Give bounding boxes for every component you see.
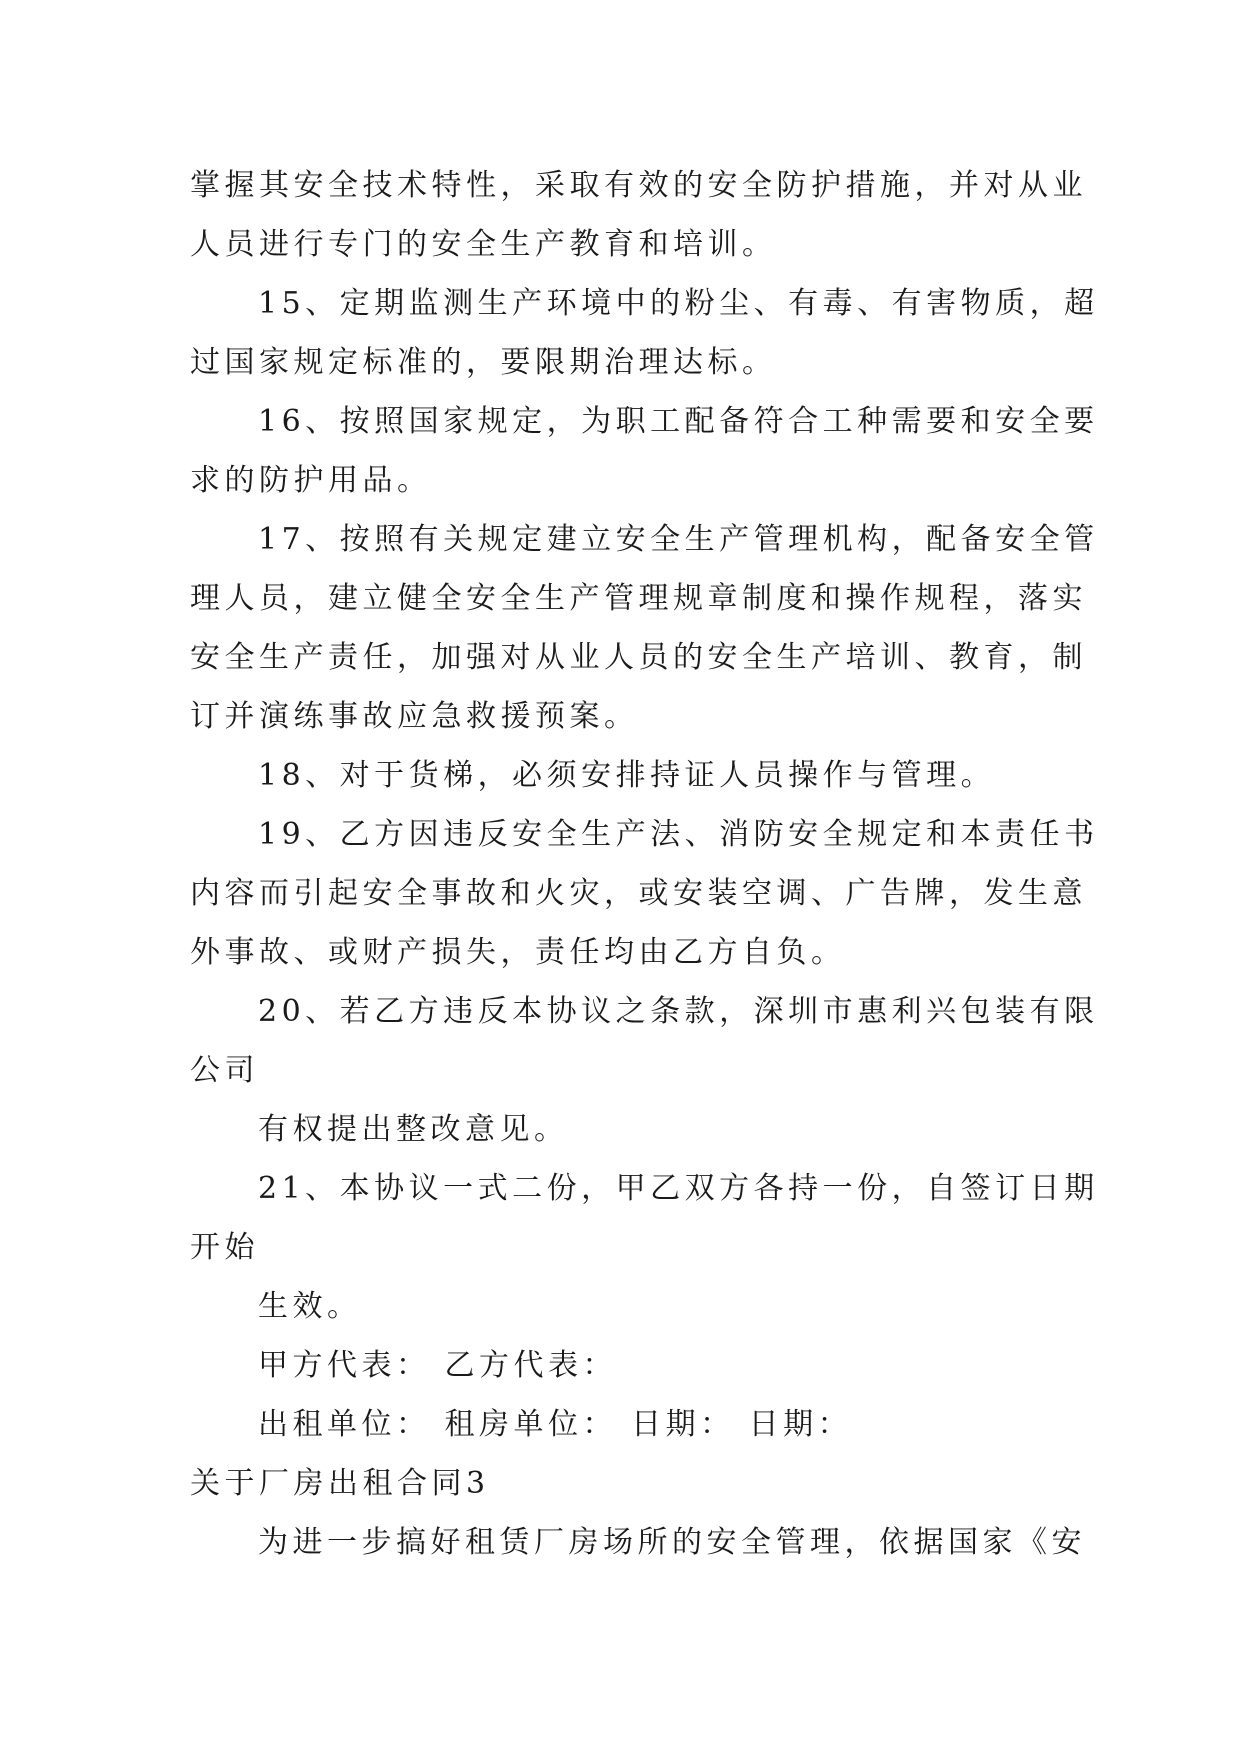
text-line: 为进一步搞好租赁厂房场所的安全管理，依据国家《安 — [258, 1525, 1086, 1560]
text-line: 订并演练事故应急救援预案。 — [190, 699, 639, 734]
clause-20: 20、若乙方违反本协议之条款，深圳市惠利兴包装有限 — [258, 994, 1099, 1029]
text-line: 人员进行专门的安全生产教育和培训。 — [190, 227, 777, 262]
text-line: 安全生产责任，加强对从业人员的安全生产培训、教育，制 — [190, 640, 1087, 675]
clause-16: 16、按照国家规定，为职工配备符合工种需要和安全要 — [258, 404, 1099, 439]
text-line: 求的防护用品。 — [190, 463, 432, 498]
text-line: 过国家规定标准的，要限期治理达标。 — [190, 345, 777, 380]
text-line: 生效。 — [258, 1289, 362, 1324]
text-line: 外事故、或财产损失，责任均由乙方自负。 — [190, 935, 846, 970]
text-line: 理人员，建立健全安全生产管理规章制度和操作规程，落实 — [190, 581, 1087, 616]
section-title: 关于厂房出租合同3 — [190, 1466, 490, 1501]
text-line: 掌握其安全技术特性，采取有效的安全防护措施，并对从业 — [190, 168, 1087, 203]
text-line: 开始 — [190, 1230, 259, 1265]
text-line: 公司 — [190, 1053, 259, 1088]
signature-representatives: 甲方代表： 乙方代表： — [258, 1348, 618, 1383]
text-line: 有权提出整改意见。 — [258, 1112, 569, 1147]
clause-15: 15、定期监测生产环境中的粉尘、有毒、有害物质，超 — [258, 286, 1099, 321]
signature-units-dates: 出租单位： 租房单位： 日期： 日期： — [258, 1407, 853, 1442]
clause-21: 21、本协议一式二份，甲乙双方各持一份，自签订日期 — [258, 1171, 1099, 1206]
text-line: 内容而引起安全事故和火灾，或安装空调、广告牌，发生意 — [190, 876, 1087, 911]
clause-17: 17、按照有关规定建立安全生产管理机构，配备安全管 — [258, 522, 1099, 557]
clause-19: 19、乙方因违反安全生产法、消防安全规定和本责任书 — [258, 817, 1099, 852]
clause-18: 18、对于货梯，必须安排持证人员操作与管理。 — [258, 758, 996, 793]
